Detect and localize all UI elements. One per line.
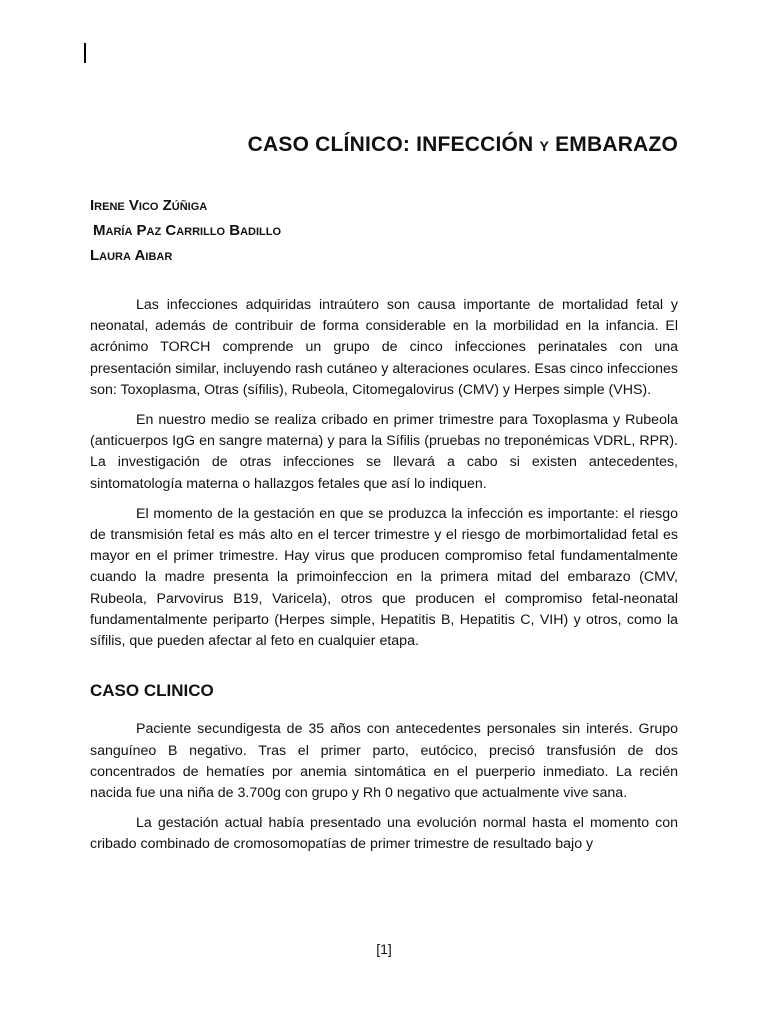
case-paragraph-1: Paciente secundigesta de 35 años con antecedentes personales sin interés. Grupo sanguíneo B negativo. Tras el primer parto, eutócico, precisó transfusión de dos concentrados de hematíes por anemia sintomática en el puerperio inmediato. La recién nacida fue una niña de 3.700g con grupo y Rh 0 negativo que actualmente vive sana. [90,721,678,802]
document-title [90,133,678,157]
intro-paragraph-1: Las infecciones adquiridas intraútero son causa importante de mortalidad fetal y neonatal, además de contribuir de forma considerable en la morbilidad en la infancia. El acrónimo TORCH comprende un grupo de cinco infecciones perinatales con una presentación similar, incluyendo rash cutáneo y alteraciones oculares. Esas cinco infecciones son: Toxoplasma, Otras (sífilis), Rubeola, Citomegalovirus (CMV) y Herpes simple (VHS). [90,297,678,398]
section-heading-caso-clinico: CASO CLINICO [90,681,214,701]
intro-paragraph-2: En nuestro medio se realiza cribado en primer trimestre para Toxoplasma y Rubeola (anticuerpos IgG en sangre materna) y para la Sífilis (pruebas no treponémicas VDRL, RPR). La investigación de otras infecciones se llevará a cabo si existen antecedentes, sintomatología materna o hallazgos fetales que así lo indiquen. [90,412,678,492]
document-body [90,295,678,865]
intro-paragraph-3: El momento de la gestación en que se produzca la infección es importante: el riesgo de transmisión fetal es más alto en el tercer trimestre y el riesgo de morbimortalidad fetal es mayor en el primer trimestre. Hay virus que producen compromiso fetal fundamentalmente cuando la madre presenta la primoinfeccion en la primera mitad del embarazo (CMV, Rubeola, Parvovirus B19, Varicela), otros que producen el compromiso fetal-neonatal fundamentalmente periparto (Herpes simple, Hepatitis B, Hepatitis C, VIH) y otros, como la sífilis, que pueden afectar al feto en cualquier etapa. [90,505,678,650]
title-part2: EMBARAZO [555,133,678,156]
page-number: [1] [376,941,392,957]
case-paragraph-2: La gestación actual había presentado una evolución normal hasta el momento con cribado combinado de cromosomopatías de primer trimestre de resultado bajo y [90,815,678,853]
author-list [90,196,281,271]
author-3: Laura Aibar [90,247,173,264]
text-cursor [84,43,86,63]
author-1: Irene Vico Zúñiga [90,197,208,214]
title-conjunction: Y [539,138,550,154]
author-2: María Paz Carrillo Badillo [93,222,282,239]
title-part1: CASO CLÍNICO: INFECCIÓN [247,133,534,156]
